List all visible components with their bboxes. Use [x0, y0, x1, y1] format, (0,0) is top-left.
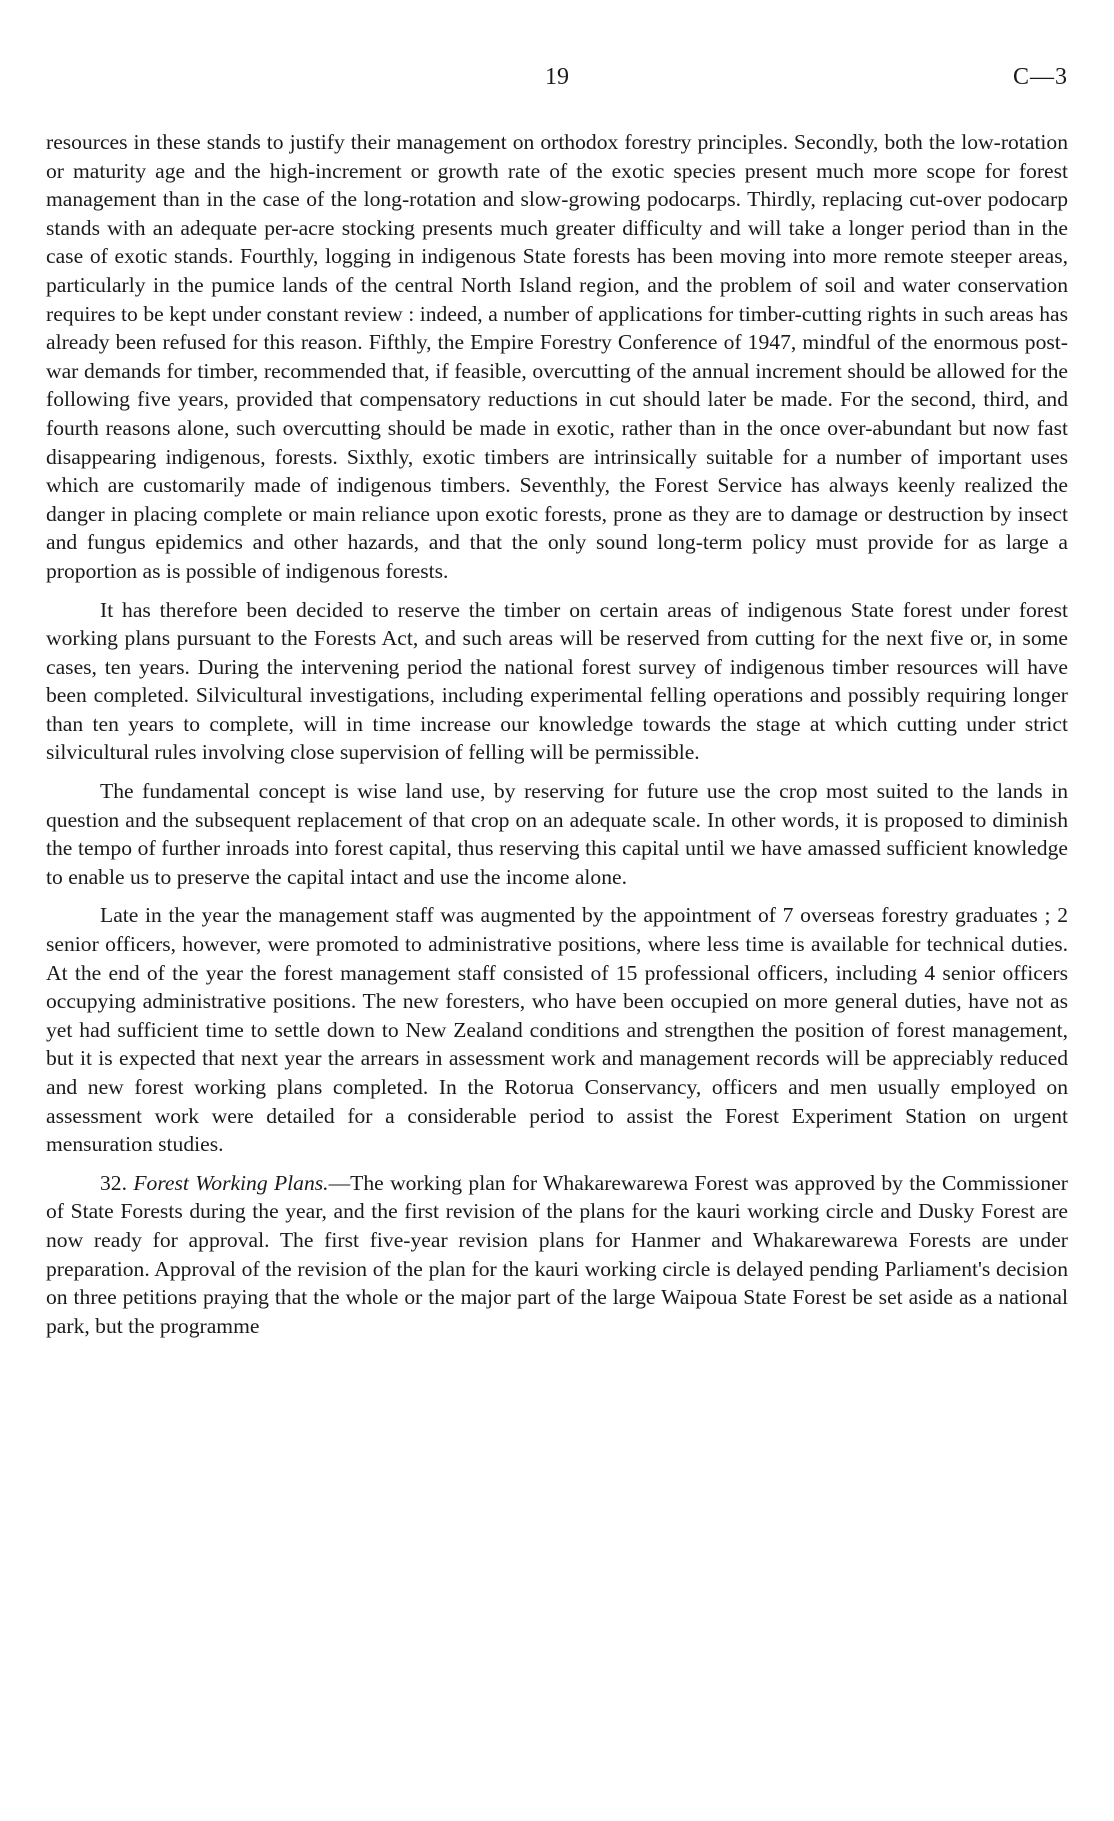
- page-header: [46, 64, 1068, 96]
- body-text: [46, 128, 1068, 1350]
- paragraph-staff: Late in the year the management staff was augmented by the appointment of 7 overseas forestry graduates ; 2 senior officers, however, were promoted to administrative positions, where less time is available for technical duties. At the end of the year the forest management staff consisted of 15 professional officers, including 4 senior officers occupying administrative positions. The new foresters, who have been occupied on more general duties, have not as yet had sufficient time to settle down to New Zealand conditions and strengthen the position of forest management, but it is expected that next year the arrears in assessment work and management records will be appreciably reduced and new forest working plans completed. In the Rotorua Conservancy, officers and men usually employed on assessment work were detailed for a considerable period to assist the Forest Experiment Station on urgent mensuration studies.: [46, 903, 1068, 1157]
- section-number: 32.: [100, 1170, 127, 1195]
- paragraph-working-plans: [46, 1169, 1068, 1341]
- paragraph-continuation: resources in these stands to justify their management on orthodox forestry principles. Secondly, both the low-rotation or maturity age and the high-increment or growth rate of the exotic species present much more scope for forest management than in the case of the long-rotation and slow-growing podocarps. Thirdly, replacing cut-over podocarp stands with an adequate per-acre stocking presents much greater difficulty and will take a longer period than in the case of exotic stands. Fourthly, logging in indigenous State forests has been moving into more remote steeper areas, particularly in the pumice lands of the central North Island region, and the problem of soil and water conservation requires to be kept under constant review : indeed, a number of applications for timber-cutting rights in such areas has already been refused for this reason. Fifthly, the Empire Forestry Conference of 1947, mindful of the enormous post-war demands for timber, recommended that, if feasible, overcutting of the annual increment should be allowed for the following five years, provided that compensatory reductions in cut should later be made. For the second, third, and fourth reasons alone, such overcutting should be made in exotic, rather than in the once over-abundant but now fast disappearing indigenous, forests. Sixthly, exotic timbers are intrinsically suitable for a number of important uses which are customarily made of indigenous timbers. Seventhly, the Forest Service has always keenly realized the danger in placing complete or main reliance upon exotic forests, prone as they are to damage or destruction by insect and fungus epidemics and other hazards, and that the only sound long-term policy must provide for as large a proportion as is possible of indigenous forests.: [46, 130, 1068, 583]
- page-code: C—3: [1012, 64, 1068, 90]
- page-number: 19: [545, 64, 569, 90]
- paragraph-land-use: The fundamental concept is wise land use, by reserving for future use the crop most suited to the lands in question and the subsequent replacement of that crop on an adequate scale. In other words, it is proposed to diminish the tempo of further inroads into forest capital, thus reserving this capital until we have amassed sufficient knowledge to enable us to preserve the capital intact and use the income alone.: [46, 779, 1068, 889]
- paragraph-reservation: It has therefore been decided to reserve the timber on certain areas of indigenous State forest under forest working plans pursuant to the Forests Act, and such areas will be reserved from cutting for the next five or, in some cases, ten years. During the intervening period the national forest survey of indigenous timber resources will have been completed. Silvicultural investigations, including experimental felling operations and possibly requiring longer than ten years to complete, will in time increase our knowledge towards the stage at which cutting under strict silvicultural rules involving close supervision of felling will be permissible.: [46, 597, 1068, 765]
- section-heading: Forest Working Plans.: [133, 1170, 329, 1195]
- section-text: —The working plan for Whakarewarewa Forest was approved by the Commissioner of State Forests during the year, and the first revision of the plans for the kauri working circle and Dusky Forest are now ready for approval. The first five-year revision plans for Hanmer and Whakarewarewa Forests are under preparation. Approval of the revision of the plan for the kauri working circle is delayed pending Parliament's decision on three petitions praying that the whole or the major part of the large Waipoua State Forest be set aside as a national park, but the programme: [46, 1170, 1068, 1338]
